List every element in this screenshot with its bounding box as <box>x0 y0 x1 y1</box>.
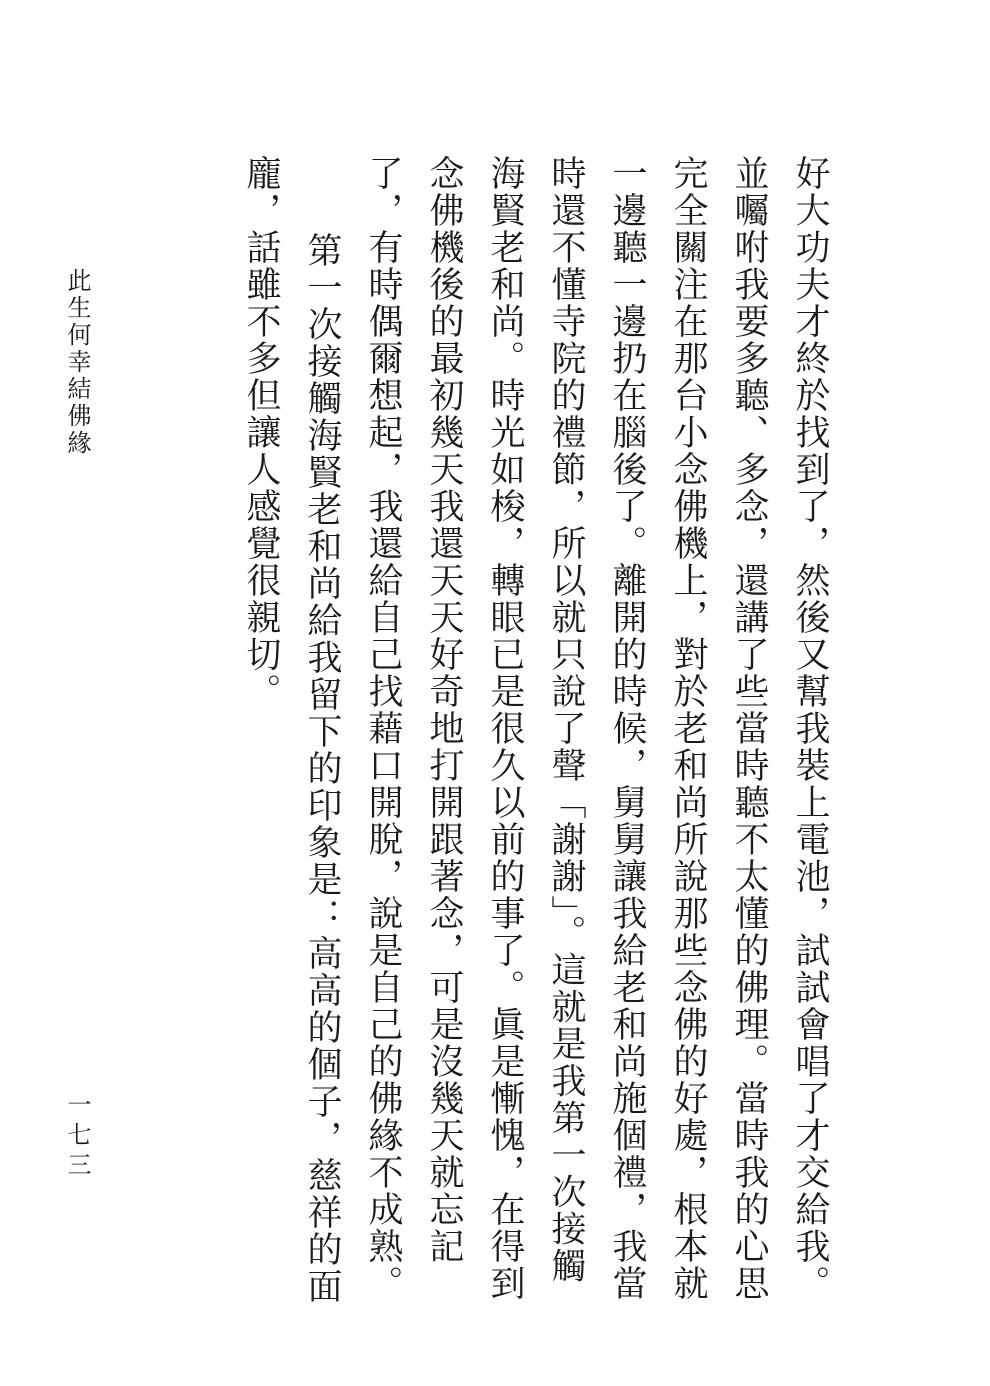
paragraph-continued: 好大功夫才終於找到了，然後又幫我裝上電池，試試會唱了才交給我。並囑咐我要多聽、多念，還講了些當時聽不太懂的佛理。當時我的心思完全關注在那台小念佛機上，對於老和尚所說那些念佛的好處，根本就一邊聽一邊扔在腦後了。離開的時候，舅舅讓我給老和尚施個禮，我當時還不懂寺院的禮節，所以就只說了聲「謝謝」。這就是我第一次接觸海賢老和尚。時光如梭，轉眼已是很久以前的事了。眞是慚愧，在得到念佛機後的最初幾天我還天天好奇地打開跟著念，可是沒幾天就忘記了，有時偶爾想起，我還給自己找藉口開脫，說是自己的佛緣不成熟。 <box>363 155 830 1302</box>
body-text <box>230 155 840 1315</box>
paragraph-first-contact: 第一次接觸海賢老和尚給我留下的印象是：高高的個子，慈祥的面龐，話雖不多但讓人感覺很親切。 <box>241 155 342 1305</box>
page-number: 一七三 <box>63 1092 91 1182</box>
running-head: 此生何幸結佛緣 <box>63 268 91 457</box>
